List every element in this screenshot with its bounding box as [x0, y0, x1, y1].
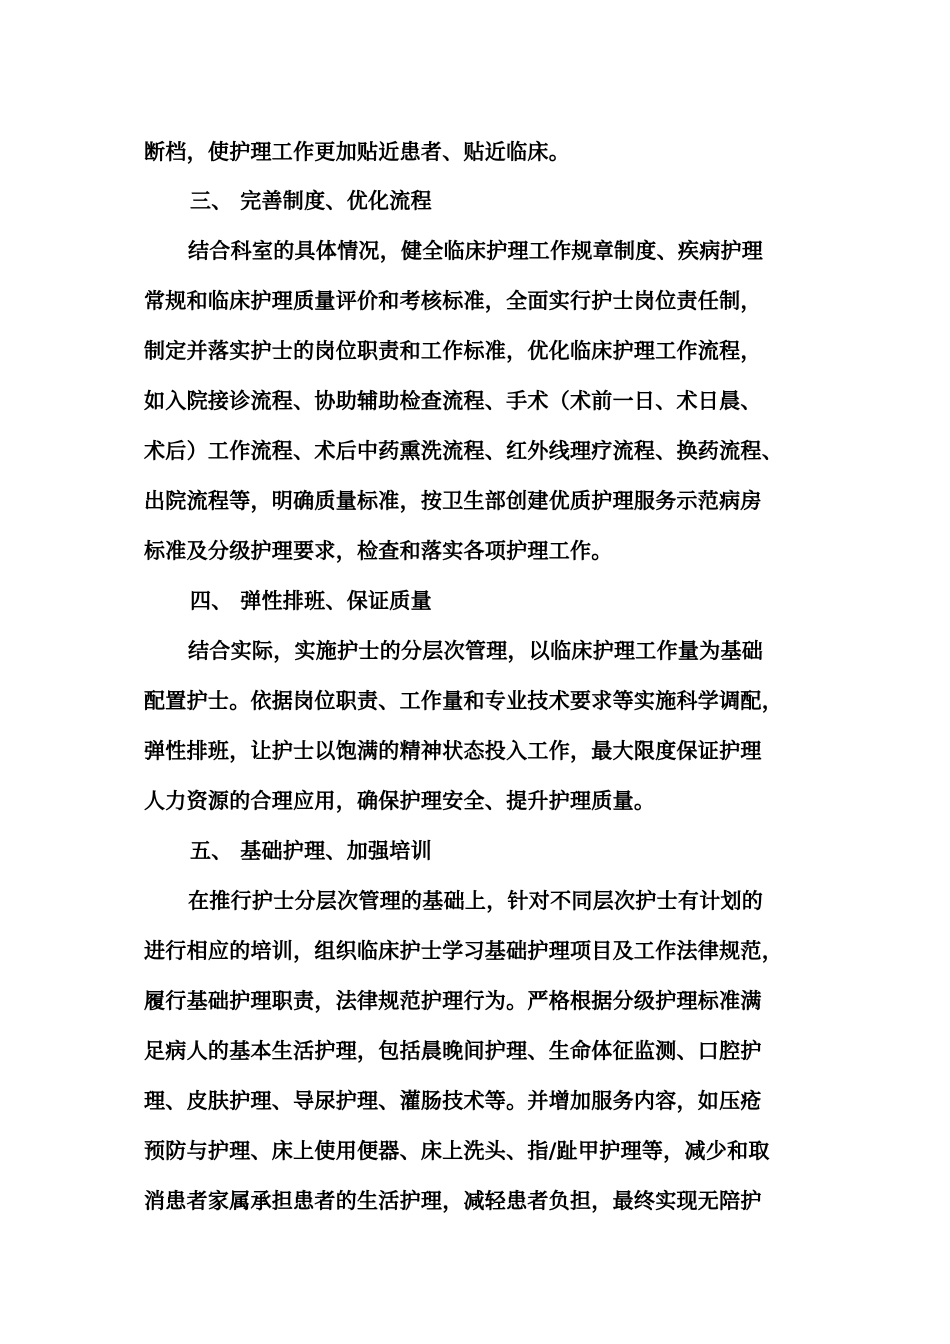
text-line-continuation: 断档，使护理工作更加贴近患者、贴近临床。 — [144, 140, 570, 164]
paragraph-line: 配置护士。依据岗位职责、工作量和专业技术要求等实施科学调配， — [144, 689, 783, 713]
paragraph-line: 在推行护士分层次管理的基础上，针对不同层次护士有计划的 — [188, 889, 764, 913]
section-heading-3: 三、 完善制度、优化流程 — [190, 189, 432, 213]
paragraph-line: 常规和临床护理质量评价和考核标准，全面实行护士岗位责任制， — [144, 289, 762, 313]
paragraph-line: 如入院接诊流程、协助辅助检查流程、手术（术前一日、术日晨、 — [144, 389, 762, 413]
paragraph-line: 制定并落实护士的岗位职责和工作标准，优化临床护理工作流程， — [144, 339, 762, 363]
paragraph-line: 标准及分级护理要求，检查和落实各项护理工作。 — [144, 539, 613, 563]
paragraph-line: 出院流程等，明确质量标准，按卫生部创建优质护理服务示范病房 — [144, 489, 762, 513]
paragraph-line: 人力资源的合理应用，确保护理安全、提升护理质量。 — [144, 789, 656, 813]
paragraph-line: 结合科室的具体情况，健全临床护理工作规章制度、疾病护理 — [188, 239, 764, 263]
paragraph-line: 弹性排班，让护士以饱满的精神状态投入工作，最大限度保证护理 — [144, 739, 762, 763]
paragraph-line: 足病人的基本生活护理，包括晨晚间护理、生命体征监测、口腔护 — [144, 1039, 762, 1063]
paragraph-line: 预防与护理、床上使用便器、床上洗头、指/趾甲护理等，减少和取 — [144, 1139, 770, 1163]
paragraph-line: 履行基础护理职责，法律规范护理行为。严格根据分级护理标准满 — [144, 989, 762, 1013]
section-heading-5: 五、 基础护理、加强培训 — [190, 839, 432, 863]
section-heading-4: 四、 弹性排班、保证质量 — [190, 589, 432, 613]
paragraph-line: 结合实际，实施护士的分层次管理，以临床护理工作量为基础 — [188, 639, 764, 663]
paragraph-line: 术后）工作流程、术后中药熏洗流程、红外线理疗流程、换药流程、 — [144, 439, 783, 463]
paragraph-line: 理、皮肤护理、导尿护理、灌肠技术等。并增加服务内容，如压疮 — [144, 1089, 762, 1113]
paragraph-line: 进行相应的培训，组织临床护士学习基础护理项目及工作法律规范， — [144, 939, 783, 963]
paragraph-line: 消患者家属承担患者的生活护理，减轻患者负担，最终实现无陪护 — [144, 1189, 762, 1213]
